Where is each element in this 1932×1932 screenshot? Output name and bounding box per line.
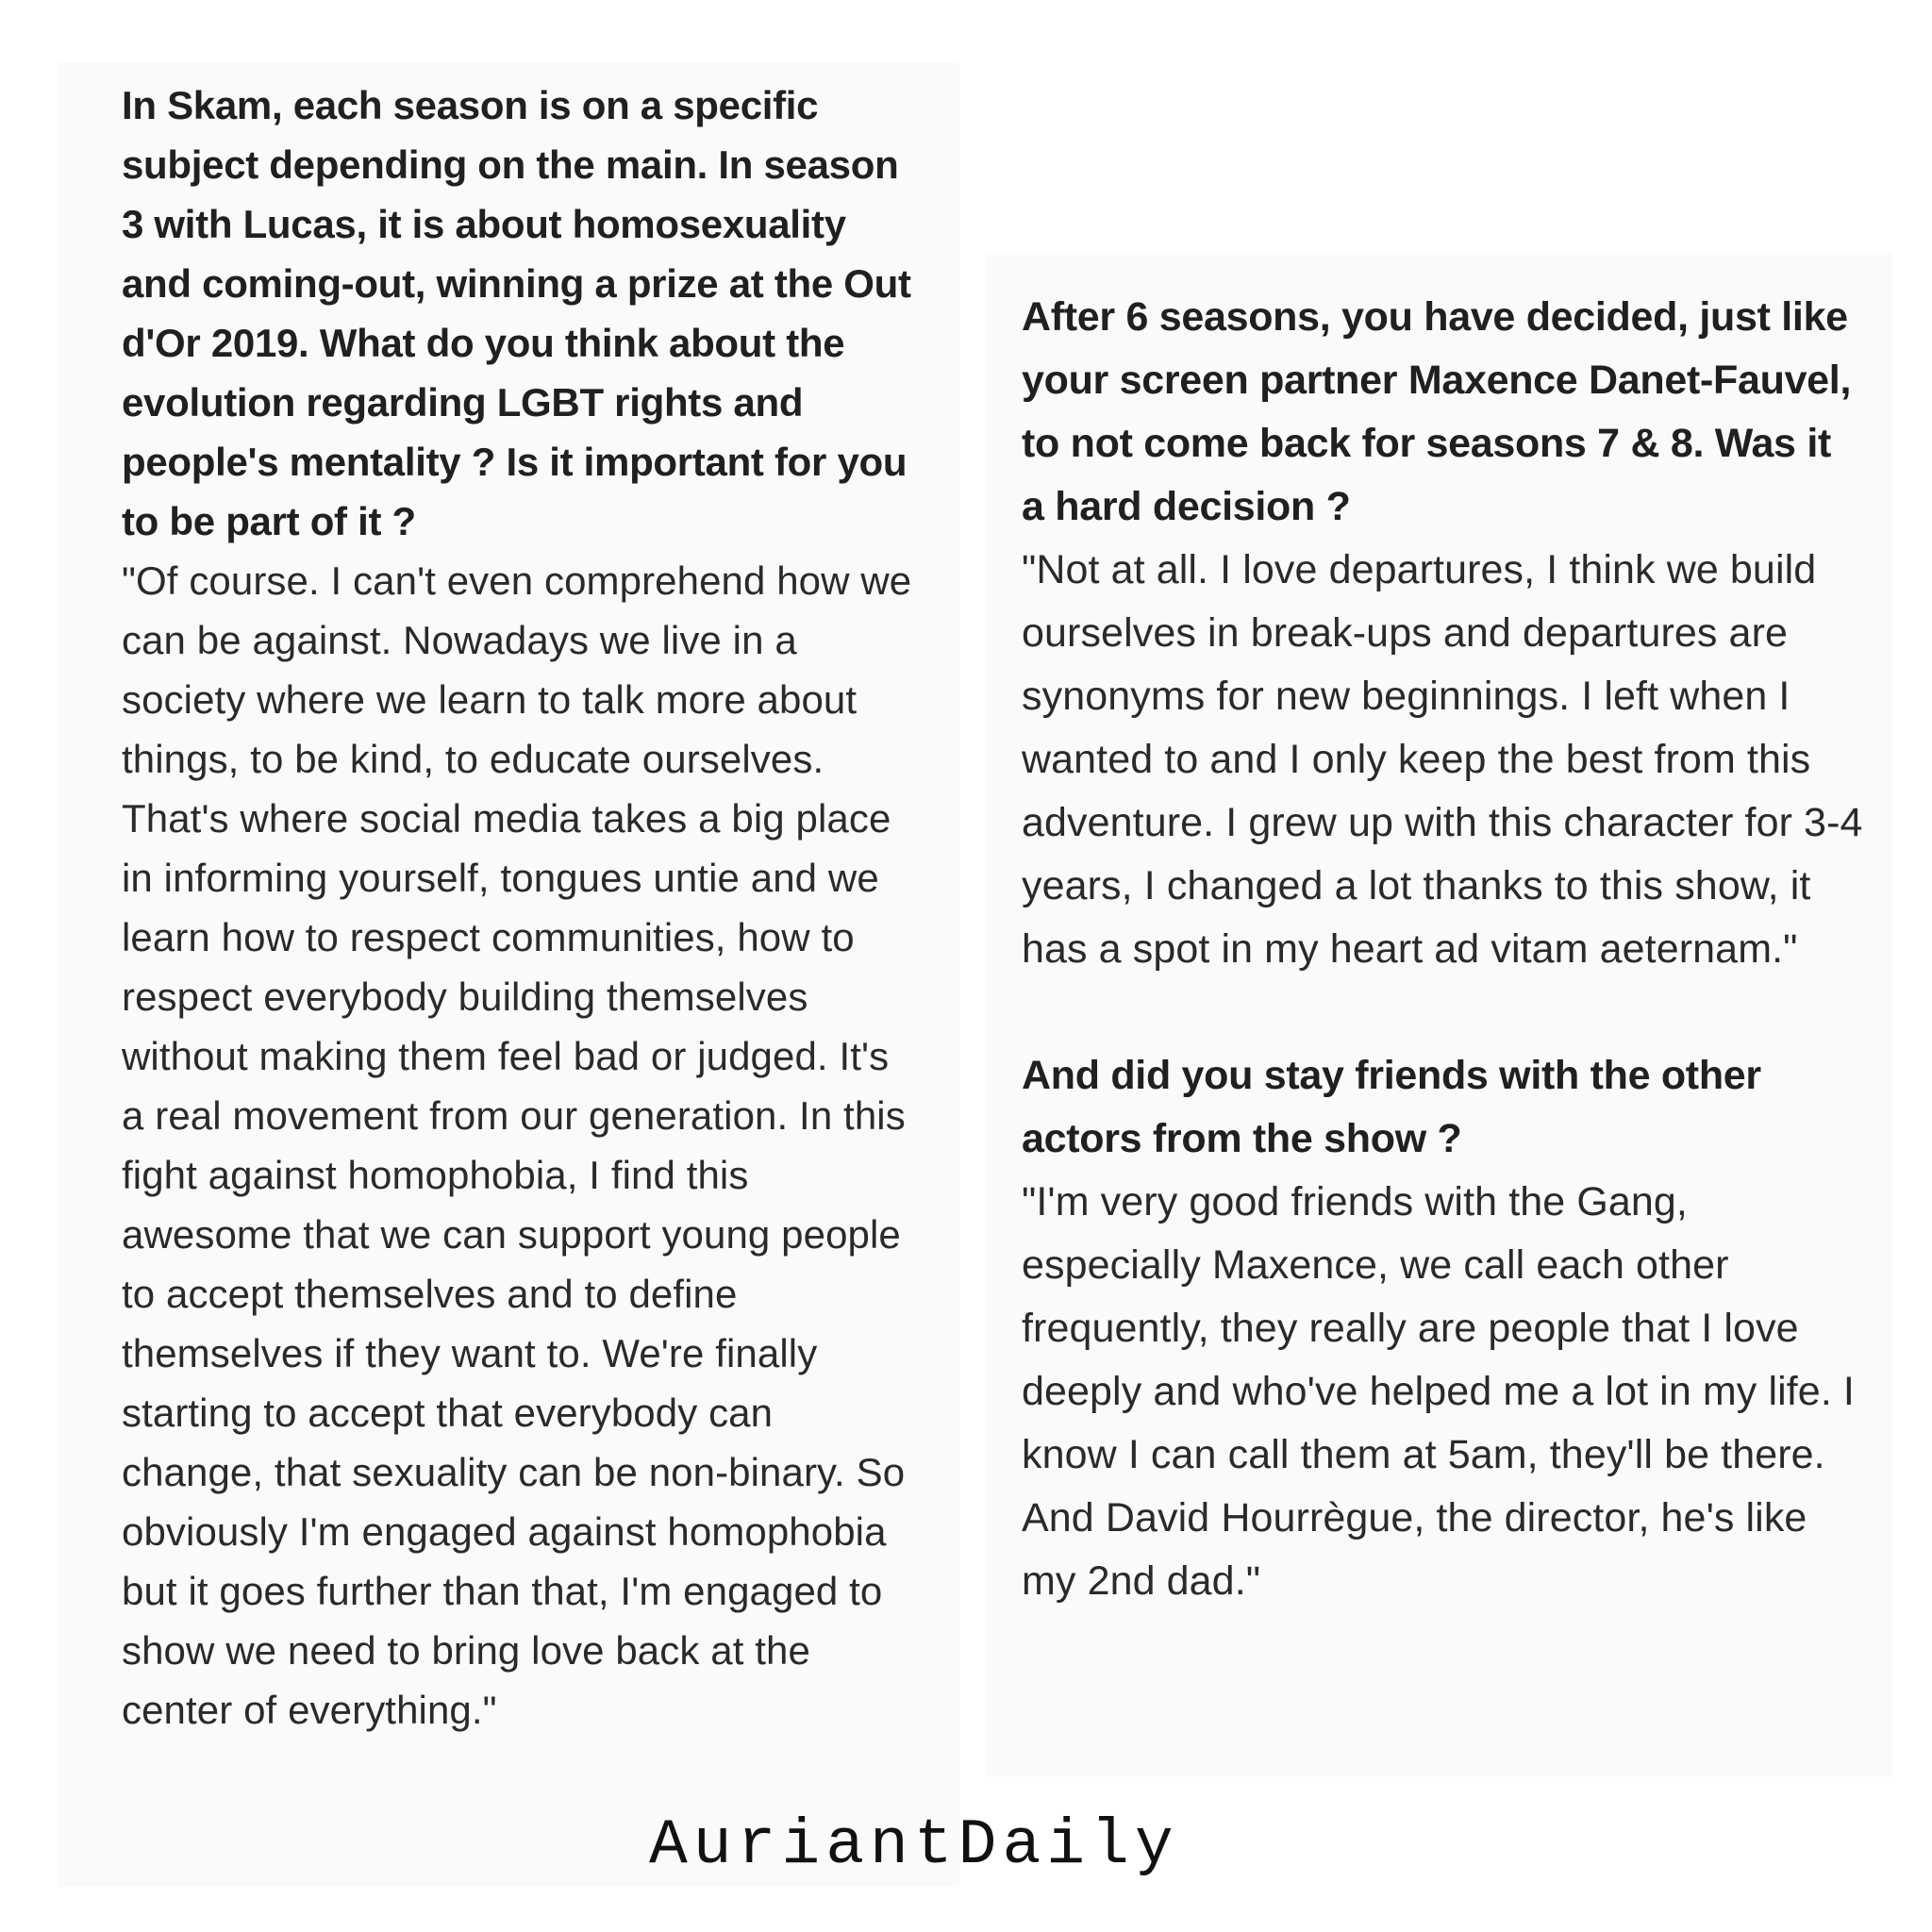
right-answer-2: "I'm very good friends with the Gang, especially Maxence, we call each other frequently, they really are people that I love deeply and who've helped me a lot in my life. I know I can call them at 5am, they'll be there. And David Hourrègue, the director, he's like my 2nd dad.": [1022, 1179, 1855, 1604]
paragraph-gap: [1022, 981, 1863, 1044]
watermark: AuriantDaily: [649, 1809, 1179, 1882]
left-answer: "Of course. I can't even comprehend how we can be against. Nowadays we live in a society where we learn to talk more about things, to be kind, to educate ourselves. That's where social media takes a big place in informing yourself, tongues untie and we learn how to respect communities, how to respect everybody building themselves without making them feel bad or judged. It's a real movement from our generation. In this fight against homophobia, I find this awesome that we can support young people to accept themselves and to define themselves if they want to. We're finally starting to accept that everybody can change, that sexuality can be non-binary. So obviously I'm engaged against homophobia but it goes further than that, I'm engaged to show we need to bring love back at the center of everything.": [122, 558, 912, 1732]
left-interview-card: [58, 61, 959, 1887]
right-question-2: And did you stay friends with the other actors from the show ?: [1022, 1053, 1761, 1161]
right-interview-card: [986, 253, 1891, 1776]
left-question: In Skam, each season is on a specific subject depending on the main. In season 3 with Lucas, it is about homosexuality and coming-out, winning a prize at the Out d'Or 2019. What do you think about the evolution regarding LGBT rights and people's mentality ? Is it important for you to be part of it ?: [122, 83, 911, 543]
right-answer-1: "Not at all. I love departures, I think we build ourselves in break-ups and departures are synonyms for new beginnings. I left when I wanted to and I only keep the best from this adventure. I grew up with this character for 3-4 years, I changed a lot thanks to this show, it has a spot in my heart ad vitam aeternam.": [1022, 547, 1863, 972]
right-question-1: After 6 seasons, you have decided, just like your screen partner Maxence Danet-Fauvel, to not come back for seasons 7 & 8. Was it a hard decision ?: [1022, 294, 1852, 529]
